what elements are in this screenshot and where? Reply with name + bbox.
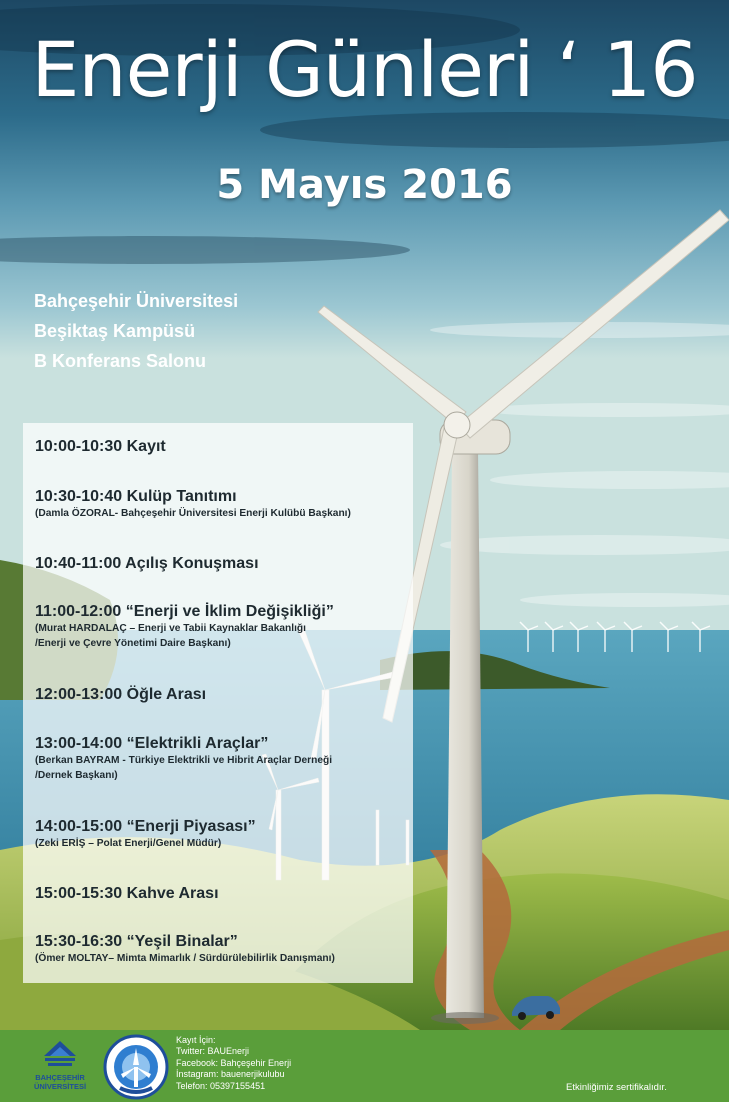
contact-phone: Telefon: 05397155451 bbox=[176, 1080, 266, 1091]
schedule-item bbox=[35, 555, 259, 573]
schedule-item-speaker: (Ömer MOLTAY– Mimta Mimarlık / Sürdürülebilirlik Danışmanı) bbox=[35, 953, 335, 964]
energy-club-logo-icon bbox=[103, 1034, 169, 1100]
venue-university: Bahçeşehir Üniversitesi bbox=[34, 291, 239, 311]
event-date: 5 Mayıs 2016 bbox=[216, 162, 513, 208]
event-title: Enerji Günleri ‘ 16 bbox=[31, 25, 698, 114]
contact-instagram: İnstagram: bauenerjikulubu bbox=[176, 1069, 285, 1080]
schedule-item bbox=[35, 438, 166, 456]
venue-campus: Beşiktaş Kampüsü bbox=[34, 321, 196, 341]
schedule-item bbox=[35, 735, 332, 783]
schedule-item bbox=[35, 488, 351, 521]
contact-twitter: Twitter: BAUEnerji bbox=[176, 1046, 250, 1057]
schedule-item bbox=[35, 603, 334, 651]
schedule-item bbox=[35, 885, 219, 903]
schedule-item-speaker-role: /Enerji ve Çevre Yönetimi Daire Başkanı) bbox=[35, 638, 231, 649]
university-logo-icon bbox=[42, 1040, 78, 1068]
schedule-item-title: 10:00-10:30 Kayıt bbox=[35, 438, 166, 455]
schedule-item-title: 14:00-15:00 “Enerji Piyasası” bbox=[35, 818, 256, 835]
venue-hall: B Konferans Salonu bbox=[34, 351, 207, 371]
schedule-item-title: 12:00-13:00 Öğle Arası bbox=[35, 686, 207, 703]
contact-heading: Kayıt İçin: bbox=[176, 1035, 216, 1045]
schedule-item-speaker: (Damla ÖZORAL- Bahçeşehir Üniversitesi Enerji Kulübü Başkanı) bbox=[35, 508, 351, 519]
registration-contact bbox=[176, 1035, 291, 1092]
schedule-item-speaker: (Berkan BAYRAM - Türkiye Elektrikli ve Hibrit Araçlar Derneği bbox=[35, 755, 333, 766]
schedule-panel bbox=[23, 423, 413, 983]
schedule-item bbox=[35, 818, 256, 851]
university-logo-line1: BAHÇEŞEHİR bbox=[35, 1073, 85, 1082]
schedule-item-speaker-role: /Dernek Başkanı) bbox=[35, 770, 118, 781]
schedule-item-title: 10:30-10:40 Kulüp Tanıtımı bbox=[35, 488, 237, 505]
university-logo-line2: ÜNİVERSİTESİ bbox=[33, 1082, 87, 1091]
schedule-item-title: 13:00-14:00 “Elektrikli Araçlar” bbox=[35, 735, 269, 752]
schedule-item-title: 15:00-15:30 Kahve Arası bbox=[35, 885, 219, 902]
energy-club-logo bbox=[103, 1034, 169, 1102]
schedule-item bbox=[35, 933, 335, 966]
schedule-item-title: 10:40-11:00 Açılış Konuşması bbox=[35, 555, 259, 572]
schedule-item bbox=[35, 686, 206, 704]
schedule-item-speaker: (Murat HARDALAÇ – Enerji ve Tabii Kaynaklar Bakanlığı bbox=[35, 623, 306, 634]
certificate-note: Etkinliğimiz sertifikalıdır. bbox=[566, 1082, 667, 1093]
venue-info bbox=[34, 286, 238, 376]
schedule-item-title: 15:30-16:30 “Yeşil Binalar” bbox=[35, 933, 238, 950]
contact-facebook: Facebook: Bahçeşehir Enerji bbox=[176, 1057, 292, 1068]
university-logo bbox=[30, 1040, 90, 1091]
schedule-item-speaker: (Zeki ERİŞ – Polat Enerji/Genel Müdür) bbox=[35, 838, 222, 849]
schedule-item-title: 11:00-12:00 “Enerji ve İklim Değişikliği” bbox=[35, 603, 334, 620]
